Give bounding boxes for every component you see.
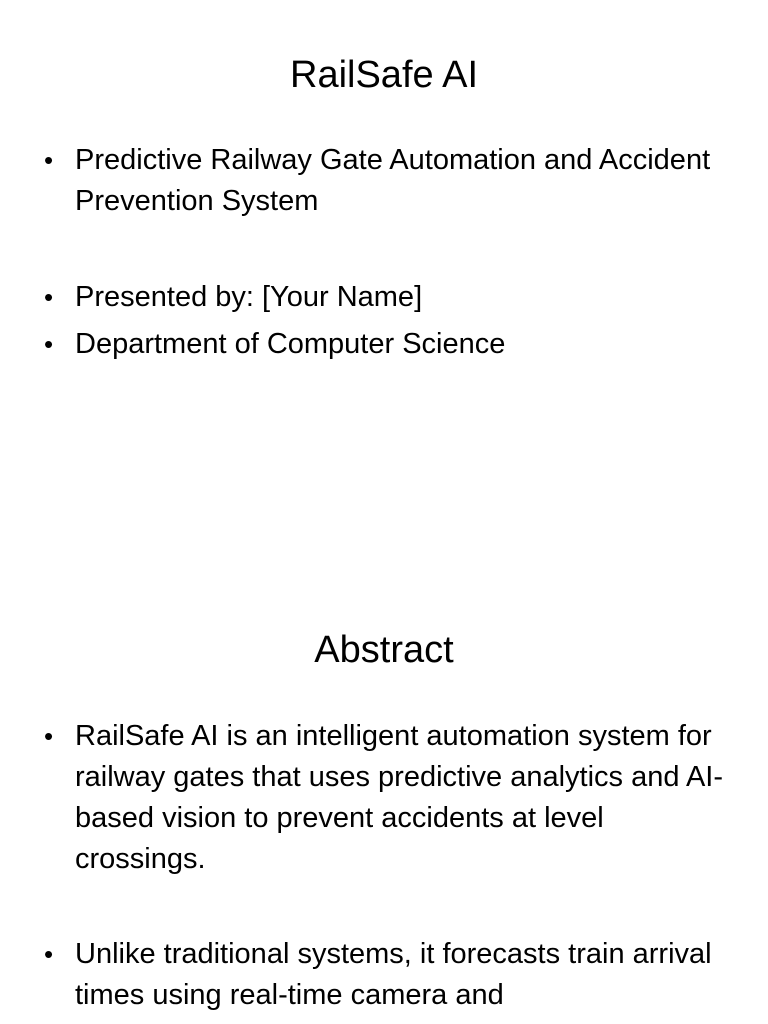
slide-abstract: [0, 576, 768, 1024]
bullet-icon: •: [44, 721, 54, 751]
slide-title-heading: RailSafe AI: [290, 54, 478, 96]
bullet-text: Presented by: [Your Name]: [75, 281, 423, 313]
slide-abstract-heading: Abstract: [314, 629, 454, 671]
bullet-icon: •: [44, 939, 54, 969]
bullet-icon: •: [44, 145, 54, 175]
bullet-text: Unlike traditional systems, it forecasts train arrival times using real-time camera and: [75, 938, 712, 1011]
bullet-icon: •: [44, 282, 54, 312]
bullet-text: Department of Computer Science: [75, 328, 506, 360]
bullet-text: RailSafe AI is an intelligent automation system for railway gates that uses predictive analytics and AI-based vision to prevent accidents at level crossings.: [75, 720, 723, 875]
bullet-text: Predictive Railway Gate Automation and Accident Prevention System: [75, 144, 711, 217]
bullet-icon: •: [44, 329, 54, 359]
